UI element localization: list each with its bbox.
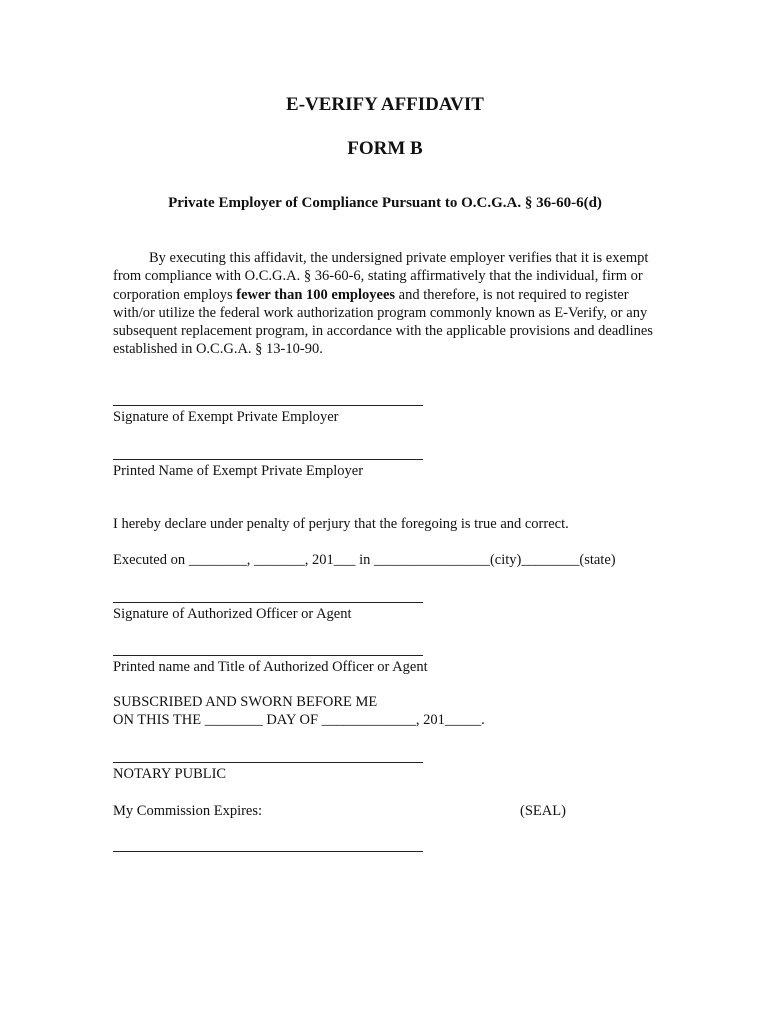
printed-name-officer-label: Printed name and Title of Authorized Officer or Agent [113, 659, 428, 675]
printed-name-officer-line[interactable] [113, 655, 423, 656]
printed-name-employer-label: Printed Name of Exempt Private Employer [113, 463, 364, 479]
perjury-declaration: I hereby declare under penalty of perjury that the foregoing is true and correct. [113, 516, 569, 532]
signature-employer-label: Signature of Exempt Private Employer [113, 409, 339, 425]
subscribed-line-1: SUBSCRIBED AND SWORN BEFORE ME [113, 694, 378, 710]
signature-employer-line[interactable] [113, 405, 423, 406]
commission-expires-line[interactable] [113, 851, 423, 852]
paragraph-text-part1: By executing this affidavit, the undersigned private employer verifies that it is exempt from compliance with O.C.G.A. § 36-60-6, stating affirmatively that the individual, firm or corporation employs [113, 250, 649, 303]
signature-officer-label: Signature of Authorized Officer or Agent [113, 606, 352, 622]
paragraph-bold-text: fewer than 100 employees [236, 286, 396, 303]
form-label: FORM B [347, 138, 423, 159]
paragraph-text-part2: and therefore, is not required to register with/or utilize the federal work authorization program commonly known as E-Verify, or any subsequent replacement program, in accordance with the applicable provisions and deadlines established in O.C.G.A. § 13-10-90. [113, 286, 653, 358]
seal-label: (SEAL) [520, 803, 566, 819]
printed-name-employer-line[interactable] [113, 459, 423, 460]
notary-public-label: NOTARY PUBLIC [113, 766, 227, 782]
subscribed-line-2[interactable]: ON THIS THE ________ DAY OF _____________, 201_____. [113, 712, 485, 728]
signature-officer-line[interactable] [113, 602, 423, 603]
notary-signature-line[interactable] [113, 762, 423, 763]
affidavit-paragraph [113, 249, 673, 359]
document-title: E-VERIFY AFFIDAVIT [286, 94, 484, 115]
executed-on-line[interactable]: Executed on ________, _______, 201___ in ________________(city)________(state) [113, 552, 616, 568]
commission-expires-label: My Commission Expires: [113, 803, 263, 819]
document-subtitle: Private Employer of Compliance Pursuant to O.C.G.A. § 36-60-6(d) [168, 195, 602, 211]
